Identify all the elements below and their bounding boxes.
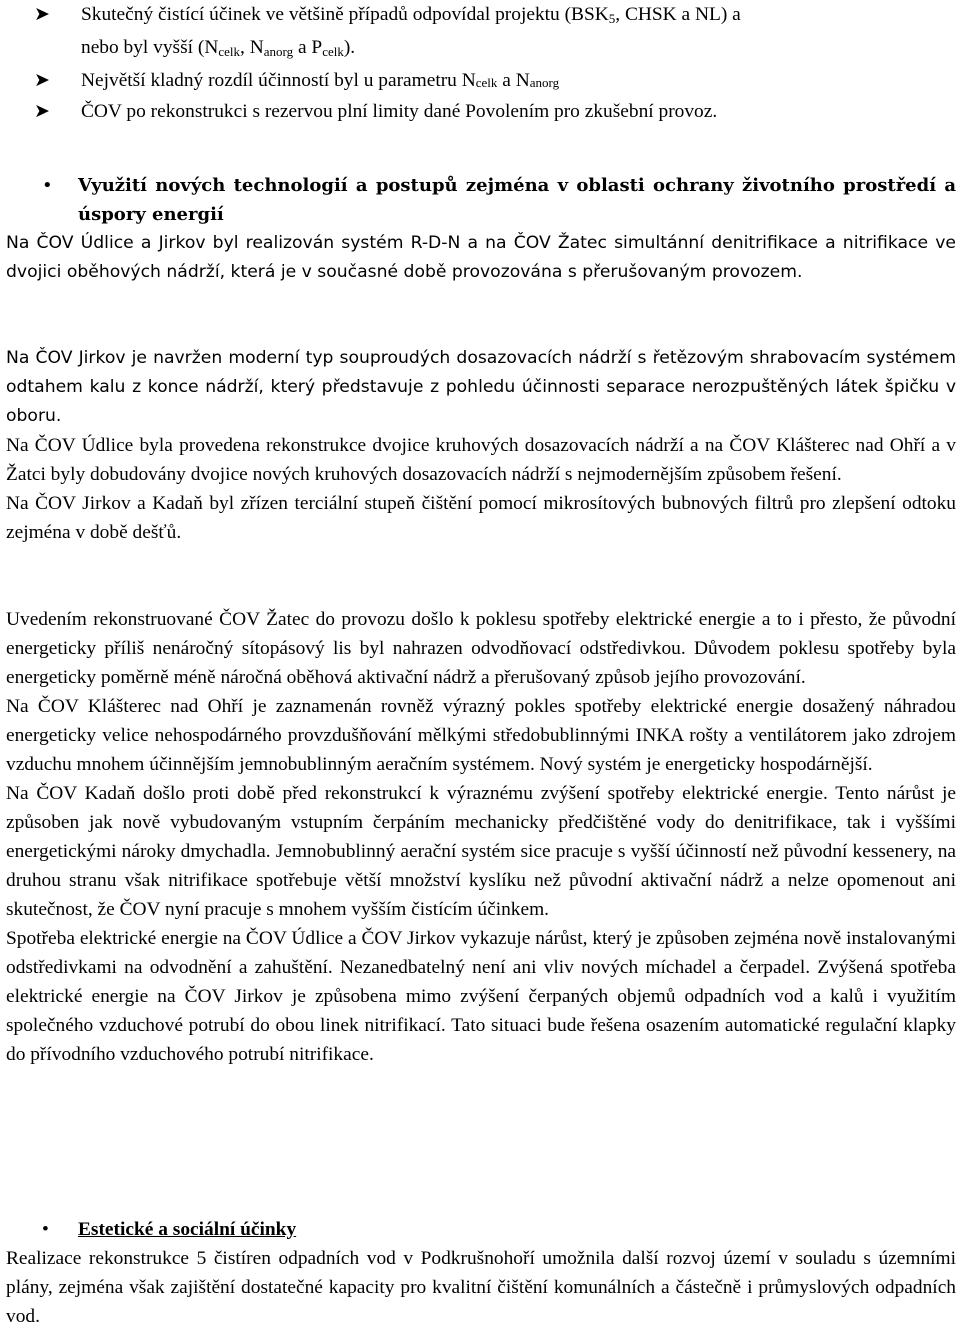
paragraph: Na ČOV Údlice a Jirkov byl realizován systém R-D-N a na ČOV Žatec simultánní denitrifikace a nitrifikace ve dvojici oběhových nádrží, která je v současné době provozována s přerušovaným provozem.	[6, 233, 956, 282]
section-technologies	[6, 171, 956, 287]
list-item: ➤ Skutečný čistící účinek ve většině případů odpovídal projektu ($BSK_5$, CHSK a NL) a nebo byl vyšší ($N_{celk}$, $N_{anorg}$ a $P_{celk}$).	[6, 0, 956, 66]
conclusion-list	[6, 0, 956, 126]
paragraph: Na ČOV Jirkov a Kadaň byl zřízen terciální stupeň čištění pomocí mikrosítových bubnových filtrů pro zlepšení odtoku zejména v době dešťů.	[6, 493, 956, 543]
section-technologies-details	[6, 344, 956, 431]
section-energy	[6, 605, 956, 1069]
paragraph: Uvedením rekonstruované ČOV Žatec do provozu došlo k poklesu spotřeby elektrické energie a to i přesto, že původní energeticky příliš nenáročný sítopásový lis byl nahrazen odvodňovací odstředivkou. Důvodem poklesu spotřeby byla energeticky poměrně méně náročná oběhová aktivační nádrž a přerušovaný způsob jejího provozování.	[6, 609, 956, 688]
section-heading: • Estetické a sociální účinky	[6, 1215, 956, 1244]
arrow-bullet-icon: ➤	[34, 4, 50, 25]
paragraph: Na ČOV Kadaň došlo proti době před rekonstrukcí k výraznému zvýšení spotřeby elektrické energie. Tento nárůst je způsoben jak nově vybudovaným vstupním čerpáním mechanicky předčištěné vody do denitrifikace, tak i vyššími energetickými nároky dmychadla. Jemnobublinný aerační systém sice pracuje s vyšší účinností než původní kessenery, na druhou stranu však nitrifikace spotřebuje větší množství kyslíku než původní aktivační nádrž a nelze opomenout ani skutečnost, že ČOV nyní pracuje s mnohem vyšším čistícím účinkem.	[6, 783, 956, 920]
arrow-bullet-icon: ➤	[34, 70, 50, 91]
arrow-bullet-icon: ➤	[34, 101, 50, 122]
section-aesthetic	[6, 1215, 956, 1331]
list-item: ➤ ČOV po rekonstrukci s rezervou plní limity dané Povolením pro zkušební provoz.	[6, 97, 956, 126]
bullet-dot-icon: •	[42, 1219, 49, 1240]
paragraph: Na ČOV Jirkov je navržen moderní typ souproudých dosazovacích nádrží s řetězovým shrabovacím systémem odtahem kalu z konce nádrží, který představuje z pohledu účinnosti separace nerozpuštěných látek špičku v oboru.	[6, 348, 956, 426]
paragraph: Na ČOV Klášterec nad Ohří je zaznamenán rovněž výrazný pokles spotřeby elektrické energie dosažený náhradou energeticky velice nehospodárného provzdušňování mělkými středobublinnými INKA rošty a ventilátorem jako zdrojem vzduchu mnohem účinnějším jemnobublinným aeračním systémem. Nový systém je energeticky hospodárnější.	[6, 696, 956, 775]
list-item: ➤ Největší kladný rozdíl účinností byl u parametru Ncelk a Nanorg	[6, 66, 956, 97]
paragraph: Realizace rekonstrukce 5 čistíren odpadních vod v Podkrušnohoří umožnila další rozvoj území v souladu s územními plány, zejména však zajištění dostatečné kapacity pro kvalitní čištění komunálních a částečně i průmyslových odpadních vod.	[6, 1248, 956, 1327]
bullet-dot-icon: •	[42, 175, 53, 196]
section-tanks	[6, 431, 956, 547]
paragraph: Spotřeba elektrické energie na ČOV Údlice a ČOV Jirkov vykazuje nárůst, který je způsoben zejména nově instalovanými odstředivkami na odvodnění a zahuštění. Nezanedbatelný není ani vliv nových míchadel a čerpadel. Zvýšená spotřeba elektrické energie na ČOV Jirkov je způsobena mimo zvýšení čerpaných objemů odpadních vod a kalů i využitím společného vzduchové potrubí do obou linek nitrifikací. Tato situaci bude řešena osazením automatické regulační klapky do přívodního vzduchového potrubí nitrifikace.	[6, 928, 956, 1065]
paragraph: Na ČOV Údlice byla provedena rekonstrukce dvojice kruhových dosazovacích nádrží a na ČOV Klášterec nad Ohří a v Žatci byly dobudovány dvojice nových kruhových dosazovacích nádrží s nejmodernějším způsobem řešení.	[6, 435, 956, 485]
section-heading: • Využití nových technologií a postupů zejména v oblasti ochrany životního prostředí a úspory energií	[6, 171, 956, 229]
